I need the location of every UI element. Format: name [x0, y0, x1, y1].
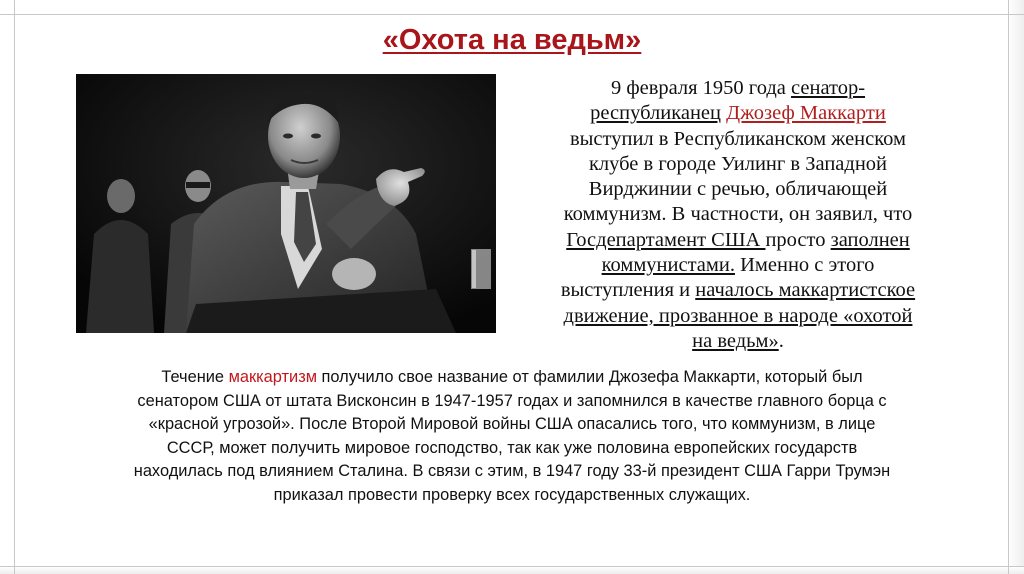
link-filled[interactable]: заполнен	[830, 228, 910, 251]
frame-bottom-line	[0, 566, 1024, 567]
paragraph-line	[505, 76, 971, 101]
paragraph-line: «красной угрозой». После Второй Мировой войны США опасались того, что коммунизм, в лице	[148, 415, 876, 434]
text-span: просто	[765, 228, 831, 251]
link-state-department[interactable]: Госдепартамент США	[566, 228, 766, 251]
paragraph-line: Вирджинии с речью, обличающей	[588, 178, 888, 201]
photo-mccarthy	[76, 74, 496, 333]
paragraph-line: выступил в Республиканском женском	[569, 127, 906, 150]
paragraph-line: приказал провести проверку всех государственных служащих.	[273, 485, 751, 504]
paragraph-line: коммунизм. В частности, он заявил, что	[563, 203, 913, 226]
link-mccarthy[interactable]: Джозеф Маккарти	[726, 102, 886, 125]
link-senator-cont[interactable]: республиканец	[590, 102, 721, 125]
frame-left-line	[14, 0, 15, 574]
link-witch-hunt[interactable]: на ведьм»	[692, 329, 779, 352]
paragraph-line	[505, 329, 971, 354]
paragraph-line: сенатором США от штата Висконсин в 1947-1957 годах и запомнился в качестве главного борца с	[137, 391, 887, 410]
text-span: получило свое название от фамилии Джозефа Маккарти, который был	[316, 368, 863, 386]
text-span: 9 февраля 1950 года	[610, 77, 792, 99]
slide-title: «Охота на ведьм»	[382, 24, 642, 56]
main-paragraph	[505, 76, 971, 354]
slide-edge-shade	[1008, 0, 1024, 574]
frame-right-line	[1008, 0, 1009, 574]
photo-icon	[76, 74, 496, 333]
paragraph-line	[62, 366, 962, 390]
text-span: выступления и	[560, 279, 696, 302]
slide-bottom-shade	[0, 566, 1024, 574]
paragraph-line: клубе в городе Уилинг в Западной	[588, 152, 888, 175]
paragraph-line	[505, 278, 971, 303]
term-mccarthyism: маккартизм	[228, 368, 317, 386]
bottom-paragraph	[62, 366, 962, 508]
paragraph-line	[505, 101, 971, 126]
paragraph-line: СССР, может получить мировое господство, так как уже половина европейских государств	[166, 438, 858, 457]
link-senator[interactable]: сенатор-	[791, 77, 866, 99]
link-communists[interactable]: коммунистами.	[601, 254, 735, 277]
text-span: Течение	[161, 368, 229, 386]
paragraph-line	[505, 253, 971, 278]
paragraph-line: находилась под влиянием Сталина. В связи с этим, в 1947 году 33-й президент США Гарри Трумэн	[133, 462, 891, 481]
frame-top-line	[0, 14, 1024, 15]
text-span: Именно с этого	[734, 254, 875, 277]
paragraph-line-underlined[interactable]: движение, прозванное в народе «охотой	[563, 304, 913, 327]
link-movement[interactable]: началось маккартистское	[695, 279, 916, 302]
paragraph-line	[505, 228, 971, 253]
text-span: .	[778, 329, 784, 352]
